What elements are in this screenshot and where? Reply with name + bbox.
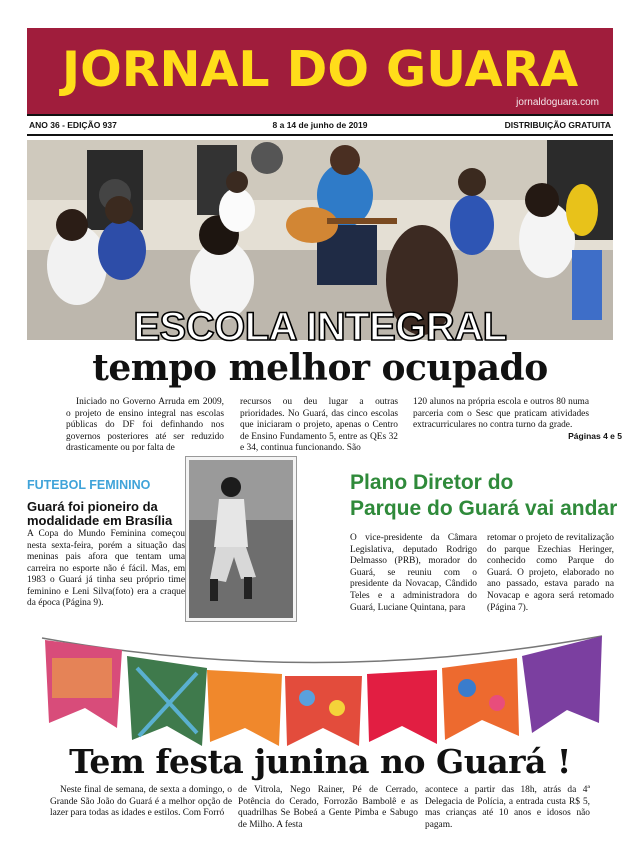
flag-purple bbox=[522, 636, 602, 733]
masthead bbox=[27, 28, 613, 114]
lead-column-1: Iniciado no Governo Arruda em 2009, o projeto de ensino integral nas escolas públicas do DF foi definhando nos governos posteriores até ser reduzido drasticamente ou por falta de bbox=[66, 397, 224, 454]
flag-floral-3 bbox=[442, 658, 519, 740]
plano-headline-line-2: Parque do Guará vai andar bbox=[350, 497, 618, 520]
plano-column-1: O vice-presidente da Câmara Legislativa, deputado Rodrigo Delmasso (PRB), morador do Guará, se reuniu com o presidente da Novacap, Cândido Teles e a administradora do Guará, Luciane Quintana, para bbox=[350, 533, 477, 613]
plano-headline bbox=[350, 470, 620, 522]
plano-column-2: retomar o projeto de revitalização do parque Ezechias Heringer, conhecido como Parque do Guará. O projeto, elaborado no ano passado, estava parado na Novacap e agora será retomado (Página 7). bbox=[487, 533, 614, 613]
flag-floral-1 bbox=[45, 640, 122, 728]
lead-subheadline: tempo melhor ocupado bbox=[92, 347, 548, 389]
festa-column-3: acontece a partir das 18h, atrás da 4ª Delegacia de Polícia, a entrada custa R$ 5, mas crianças até 10 anos e idosos não pagam. bbox=[425, 785, 590, 830]
flag-floral-2 bbox=[285, 676, 362, 746]
edition-date: 8 a 14 de junho de 2019 bbox=[272, 120, 368, 130]
flag-red bbox=[367, 670, 437, 744]
website-link[interactable]: jornaldoguara.com bbox=[516, 97, 599, 108]
newspaper-title: JORNAL DO GUARA bbox=[61, 41, 579, 98]
futebol-body: A Copa do Mundo Feminina começou nesta sexta-feira, porém a situação das meninas pais afora que tentam uma carreira no esporte não é fácil. Mas, em 1983 o Guará já tinha seu próprio time feminino e Leni Silva(foto) era a craque da época (Página 9). bbox=[27, 529, 185, 608]
edition-number: ANO 36 - EDIÇÃO 937 bbox=[29, 120, 117, 130]
flag-orange bbox=[207, 670, 282, 746]
edition-bar bbox=[27, 114, 613, 136]
distribution-note: DISTRIBUIÇÃO GRATUITA bbox=[504, 120, 611, 130]
festa-column-1: Neste final de semana, de sexta a domingo, o Grande São João do Guará é a melhor opção de lazer para todas as idades e estilos. Com Forró bbox=[50, 785, 232, 819]
festa-junina-flags bbox=[27, 628, 613, 748]
festa-headline: Tem festa junina no Guará ! bbox=[69, 742, 571, 781]
futebol-headline: Guará foi pioneiro da modalidade em Brasília bbox=[27, 499, 173, 528]
lead-column-3: 120 alunos na própria escola e outros 80 numa parceria com o Sesc que praticam atividades extracurriculares no contra turno da grade. bbox=[413, 397, 589, 431]
flag-plaid bbox=[127, 656, 207, 746]
plano-headline-line-1: Plano Diretor do bbox=[350, 471, 514, 494]
player-photo bbox=[185, 456, 297, 622]
lead-column-2: recursos ou deu lugar a outras prioridades. No Guará, das cinco escolas que iniciaram o projeto, apenas o Centro de Ensino Fundamento 5, entre as QEs 32 e 34, continua funcionando. São bbox=[240, 397, 398, 454]
football-player-illustration bbox=[186, 457, 296, 621]
lead-headline: ESCOLA INTEGRAL bbox=[133, 305, 507, 349]
page-reference: Páginas 4 e 5 bbox=[568, 431, 622, 441]
festa-column-2: de Vitrola, Nego Rainer, Pé de Cerrado, Potência do Cerado, Forrozão Bambolê e as quadrilhas Se Bobeá a Gente Pimba e Sabugo de Milho. A festa bbox=[238, 785, 418, 830]
section-kicker: FUTEBOL FEMININO bbox=[27, 478, 151, 492]
